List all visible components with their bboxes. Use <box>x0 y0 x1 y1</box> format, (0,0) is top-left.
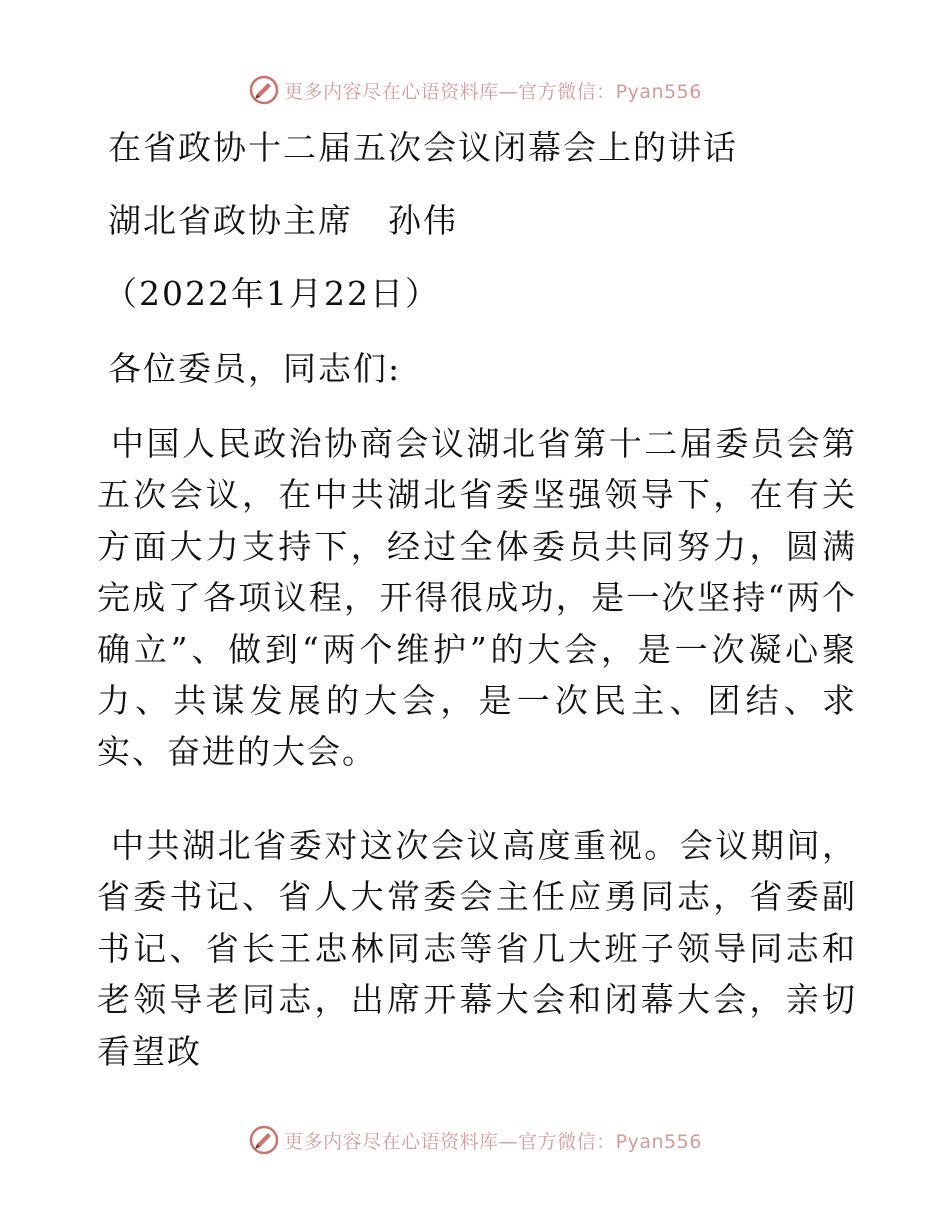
paragraph-1 <box>97 418 857 778</box>
watermark-footer <box>0 1122 950 1158</box>
paragraph-1-text: 中国人民政治协商会议湖北省第十二届委员会第五次会议，在中共湖北省委坚强领导下，在有关方面大力支持下，经过全体委员共同努力，圆满完成了各项议程，开得很成功，是一次坚持“两个确立”、做到“两个维护”的大会，是一次凝心聚力、共谋发展的大会，是一次民主、团结、求实、奋进的大会。 <box>97 424 857 772</box>
watermark-header <box>0 72 950 108</box>
document-title: 在省政协十二届五次会议闭幕会上的讲话 <box>108 128 738 167</box>
document-date: （2022年1月22日） <box>104 274 440 313</box>
paragraph-2-text: 中共湖北省委对这次会议高度重视。会议期间，省委书记、省人大常委会主任应勇同志，省委副书记、省长王忠林同志等省几大班子领导同志和老领导老同志，出席开幕大会和闭幕大会，亲切看望政 <box>97 826 857 1071</box>
brand-logo-icon <box>248 74 280 106</box>
paragraph-2 <box>97 820 857 1077</box>
document-author: 湖北省政协主席 孙伟 <box>108 201 458 240</box>
watermark-text: 更多内容尽在心语资料库—官方微信：Pyan556 <box>284 1130 702 1153</box>
brand-logo-icon <box>248 1124 280 1156</box>
salutation: 各位委员，同志们: <box>108 349 402 388</box>
watermark-text: 更多内容尽在心语资料库—官方微信：Pyan556 <box>284 80 702 103</box>
